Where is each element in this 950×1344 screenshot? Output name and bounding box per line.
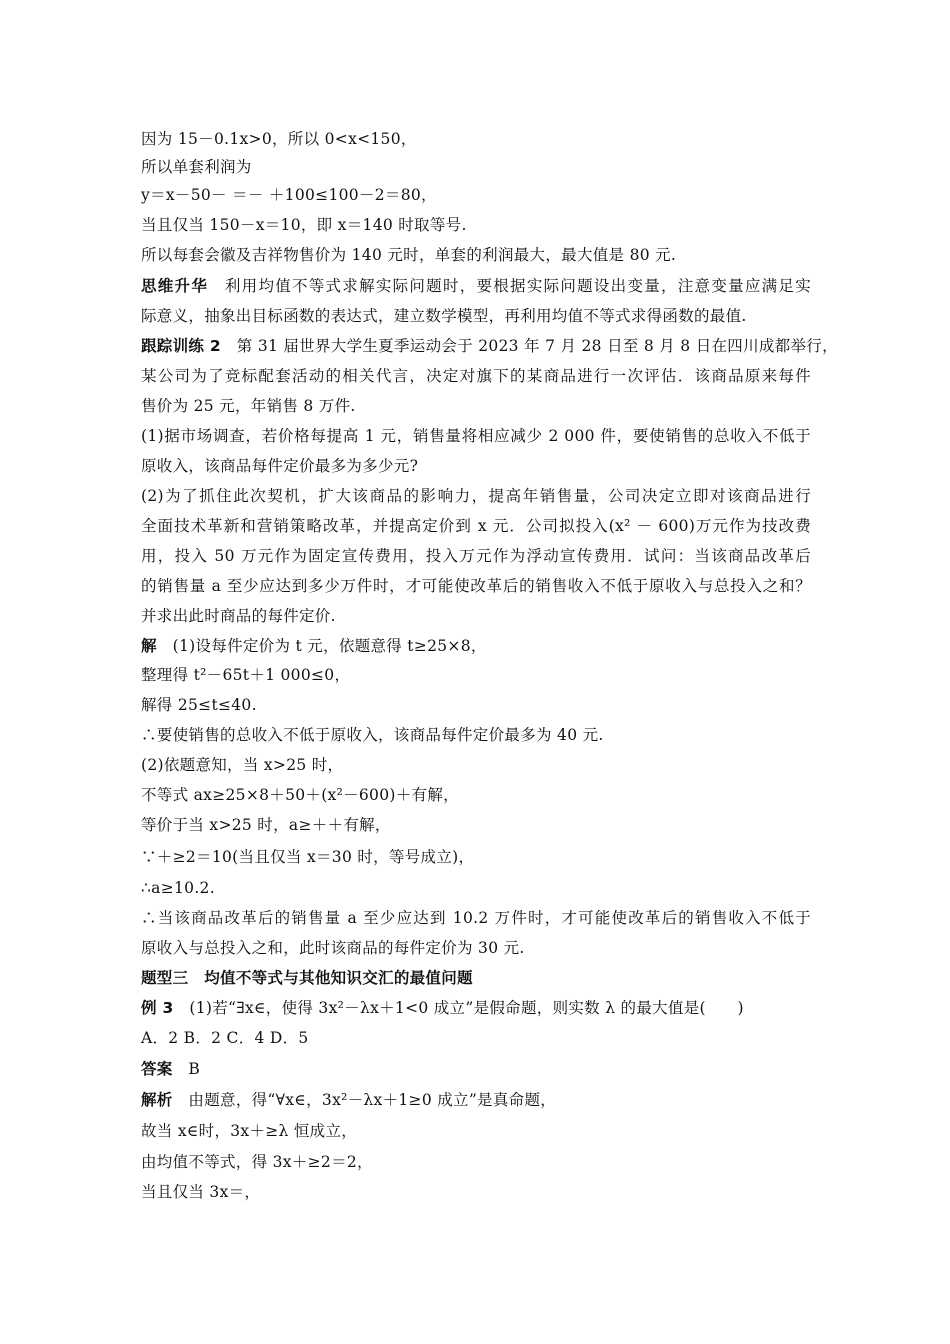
solution-label: 解 bbox=[141, 637, 157, 655]
text-line: (1)据市场调查，若价格每提高 1 元，销售量将相应减少 2 000 件，要使销售的总收入不低于 bbox=[141, 427, 811, 445]
text-line: 售价为 25 元，年销售 8 万件. bbox=[141, 397, 356, 415]
text-line: ∴要使销售的总收入不低于原收入，该商品每件定价最多为 40 元. bbox=[141, 726, 604, 744]
text-line: 原收入与总投入之和，此时该商品的每件定价为 30 元. bbox=[141, 939, 525, 957]
text-line: 不等式 ax≥25×8＋50＋(x²－600)＋有解， bbox=[141, 786, 459, 804]
choices-line: A．2 B．2 C．4 D．5 bbox=[141, 1029, 309, 1047]
text-span: (1)设每件定价为 t 元，依题意得 t≥25×8， bbox=[172, 637, 487, 655]
answer-value: B bbox=[188, 1060, 201, 1078]
text-line: 故当 x∈时，3x＋≥λ 恒成立， bbox=[141, 1122, 358, 1140]
practice-heading-line bbox=[141, 335, 838, 357]
example-label: 例 3 bbox=[141, 999, 174, 1017]
text-line: 所以每套会徽及吉祥物售价为 140 元时，单套的利润最大，最大值是 80 元. bbox=[141, 246, 677, 264]
section-heading bbox=[141, 967, 473, 989]
thinking-summary-label: 思维升华 bbox=[141, 277, 209, 295]
text-line: 解得 25≤t≤40. bbox=[141, 696, 257, 714]
answer-label: 答案 bbox=[141, 1060, 173, 1078]
text-line: 等价于当 x>25 时，a≥＋＋有解， bbox=[141, 816, 391, 834]
text-line: 际意义，抽象出目标函数的表达式，建立数学模型，再利用均值不等式求得函数的最值. bbox=[141, 307, 747, 325]
text-line: 某公司为了竞标配套活动的相关代言，决定对旗下的某商品进行一次评估．该商品原来每件 bbox=[141, 367, 811, 385]
text-span: 由题意，得“∀x∈，3x²－λx＋1≥0 成立”是真命题， bbox=[188, 1091, 557, 1109]
text-line: (2)依题意知，当 x>25 时， bbox=[141, 756, 344, 774]
solution-line bbox=[141, 635, 487, 657]
text-line: (2)为了抓住此次契机，扩大该商品的影响力，提高年销售量，公司决定立即对该商品进行 bbox=[141, 487, 811, 505]
analysis-line bbox=[141, 1089, 556, 1111]
text-line: ∴a≥10.2. bbox=[141, 879, 215, 897]
text-line: 整理得 t²－65t＋1 000≤0， bbox=[141, 666, 351, 684]
text-line: 当且仅当 150－x＝10，即 x＝140 时取等号. bbox=[141, 216, 467, 234]
text-line: 由均值不等式，得 3x＋≥2＝2， bbox=[141, 1153, 373, 1171]
section-title: 均值不等式与其他知识交汇的最值问题 bbox=[204, 969, 473, 987]
text-line: ∵＋≥2＝10(当且仅当 x＝30 时，等号成立)， bbox=[141, 848, 475, 866]
text-line: 因为 15－0.1x>0，所以 0<x<150， bbox=[141, 130, 417, 148]
text-line: y＝x－50－ ＝－ ＋100≤100－2＝80， bbox=[141, 186, 437, 204]
analysis-label: 解析 bbox=[141, 1091, 173, 1109]
text-span: (1)若“∃x∈，使得 3x²－λx＋1<0 成立”是假命题，则实数 λ 的最大值是( ) bbox=[189, 999, 744, 1017]
example-line bbox=[141, 997, 744, 1019]
text-line: ∴当该商品改革后的销售量 a 至少应达到 10.2 万件时，才可能使改革后的销售收入不低于 bbox=[141, 909, 811, 927]
text-line: 所以单套利润为 bbox=[141, 158, 252, 176]
text-line: 并求出此时商品的每件定价. bbox=[141, 607, 336, 625]
thinking-summary-line bbox=[141, 275, 811, 297]
text-span: 第 31 届世界大学生夏季运动会于 2023 年 7 月 28 日至 8 月 8 日在四川成都举行， bbox=[236, 337, 838, 355]
text-line: 当且仅当 3x＝， bbox=[141, 1183, 261, 1201]
text-line: 原收入，该商品每件定价最多为多少元? bbox=[141, 457, 419, 475]
answer-line bbox=[141, 1058, 200, 1080]
practice-label: 跟踪训练 2 bbox=[141, 337, 221, 355]
text-span: 利用均值不等式求解实际问题时，要根据实际问题设出变量，注意变量应满足实 bbox=[224, 277, 811, 295]
text-line: 的销售量 a 至少应达到多少万件时，才可能使改革后的销售收入不低于原收入与总投入之和？ bbox=[141, 577, 811, 595]
section-label: 题型三 bbox=[141, 969, 189, 987]
text-line: 全面技术革新和营销策略改革，并提高定价到 x 元．公司拟投入(x² － 600)万元作为技改费 bbox=[141, 517, 811, 535]
text-line: 用，投入 50 万元作为固定宣传费用，投入万元作为浮动宣传费用．试问：当该商品改革后 bbox=[141, 547, 811, 565]
